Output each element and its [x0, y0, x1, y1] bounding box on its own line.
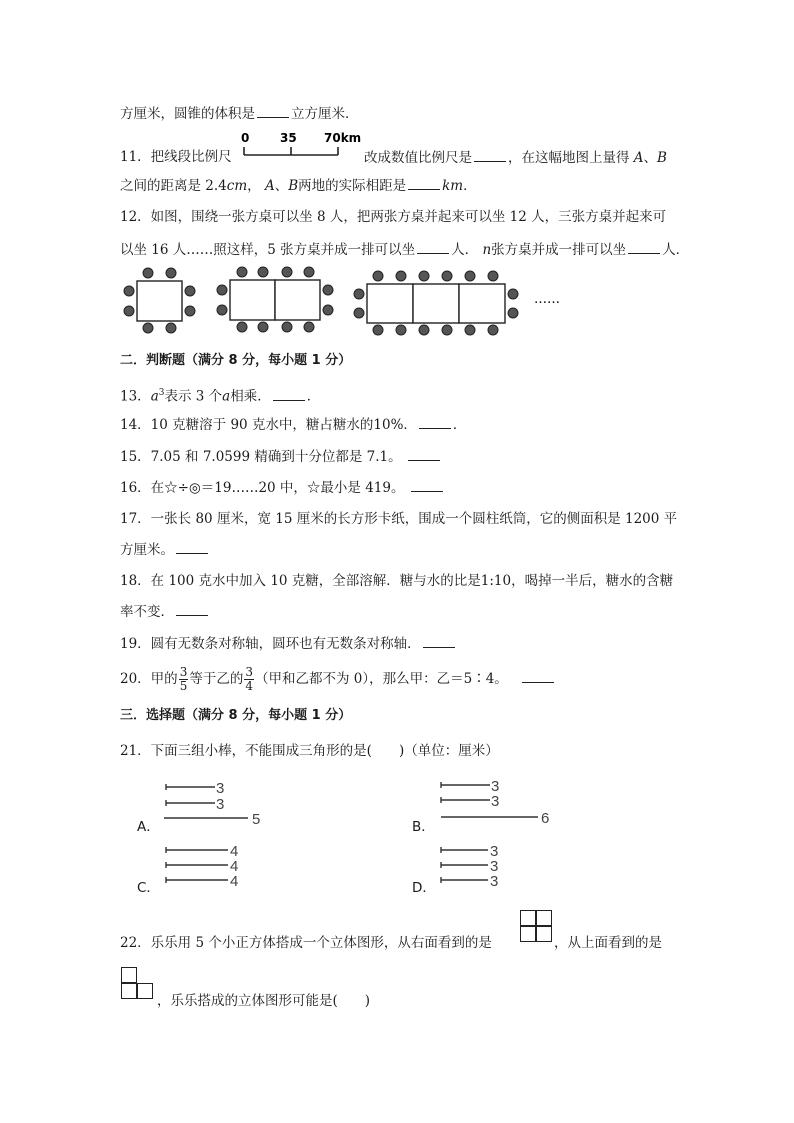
stick-length: 3: [490, 858, 499, 875]
chair: [217, 305, 227, 315]
scale-tick-35: 35: [280, 131, 297, 145]
table-1: [124, 268, 195, 333]
option-a-sticks[interactable]: [160, 775, 270, 830]
chair: [354, 289, 364, 299]
q21: 21．下面三组小棒，不能围成三角形的是( )（单位：厘米）: [120, 743, 499, 759]
option-b-label[interactable]: B．: [412, 819, 435, 835]
q11-line2: 之间的距离是 2.4cm， A、B两地的实际相距是 km．: [120, 175, 477, 196]
chair: [419, 325, 429, 335]
stick-length: 4: [230, 858, 239, 875]
option-b-sticks[interactable]: [435, 773, 565, 828]
chair: [185, 286, 195, 296]
chair: [442, 271, 452, 281]
chair: [258, 322, 268, 332]
chair: [396, 325, 406, 335]
stick-length: 6: [541, 810, 550, 827]
stick-length: 3: [490, 843, 499, 860]
answer-blank[interactable]: [176, 539, 208, 554]
answer-blank[interactable]: [273, 386, 305, 401]
answer-blank[interactable]: [176, 601, 208, 616]
q13: 13．$a^3$表示 3 个a相乘． ．: [120, 383, 320, 407]
q22-line1-a: 22．乐乐用 5 个小正方体搭成一个立体图形，从右面看到的是: [120, 935, 492, 951]
fraction-3-5: $\frac{3}{5}$: [179, 665, 188, 693]
stick-length: 3: [490, 873, 499, 890]
stick-length: 4: [230, 843, 239, 860]
option-c-label[interactable]: C．: [137, 880, 160, 896]
q14: 14．10 克糖溶于 90 克水中，糖占糖水的10%． ．: [120, 414, 466, 435]
chair: [124, 286, 134, 296]
answer-blank[interactable]: [408, 446, 440, 461]
chair: [396, 271, 406, 281]
chair: [508, 289, 518, 299]
chair: [419, 271, 429, 281]
chair: [508, 308, 518, 318]
q17-line1: 17．一张长 80 厘米，宽 15 厘米的长方形卡纸，围成一个圆柱纸筒，它的侧面积是 1200 平: [120, 511, 678, 527]
chair: [282, 322, 292, 332]
option-d-label[interactable]: D．: [412, 880, 436, 896]
q18-line1: 18．在 100 克水中加入 10 克糖，全部溶解．糖与水的比是1:10，喝掉一半后，糖水的含糖: [120, 573, 674, 589]
chair: [304, 322, 314, 332]
table-3: [354, 271, 518, 335]
chair: [217, 285, 227, 295]
chair: [442, 325, 452, 335]
chair: [373, 271, 383, 281]
q11-line1: 11．把线段比例尺: [120, 149, 232, 165]
table-diagram: [0, 0, 794, 340]
table-2: [217, 267, 333, 332]
answer-blank[interactable]: [522, 668, 554, 683]
chair: [124, 306, 134, 316]
q12-line2: 以坐 16 人……照这样，5 张方桌并成一排可以坐 人． n张方桌并成一排可以坐 人．: [120, 239, 689, 260]
chair: [488, 325, 498, 335]
q22-line1-b: ，从上面看到的是: [554, 935, 662, 951]
chair: [488, 271, 498, 281]
chair: [166, 268, 176, 278]
top-view-figure: [121, 967, 155, 1001]
section-2-heading: 二．判断题（满分 8 分，每小题 1 分）: [120, 353, 352, 368]
answer-blank[interactable]: [411, 477, 443, 492]
q22-line2: ，乐乐搭成的立体图形可能是( ): [157, 993, 371, 1009]
stick-length: 4: [230, 873, 239, 890]
chair: [323, 285, 333, 295]
chair: [304, 267, 314, 277]
stick-length: 5: [252, 811, 261, 828]
chair: [143, 268, 153, 278]
scale-tick-0: 0: [241, 131, 250, 145]
chair: [166, 323, 176, 333]
chair: [323, 305, 333, 315]
q16: 16．在☆÷◎＝19……20 中，☆最小是 419。: [120, 477, 445, 498]
chair: [354, 308, 364, 318]
stick-length: 3: [491, 793, 500, 810]
chair: [237, 322, 247, 332]
answer-blank[interactable]: [423, 633, 455, 648]
stick-length: 3: [216, 796, 225, 813]
option-a-label[interactable]: A．: [137, 819, 160, 835]
option-d-sticks[interactable]: [435, 840, 525, 895]
stick-length: 3: [491, 778, 500, 795]
chair: [465, 271, 475, 281]
chair: [282, 267, 292, 277]
q11-line1-rest: 改成数值比例尺是 ，在这幅地图上量得 A、B: [364, 147, 667, 168]
q20: 20．甲的 $\frac{3}{5}$ 等于乙的 $\frac{3}{4}$ （甲和乙都不为 0），那么甲：乙＝5∶4。: [120, 665, 556, 693]
section-3-heading: 三．选择题（满分 8 分，每小题 1 分）: [120, 708, 352, 723]
q10-continuation: 方厘米，圆锥的体积是 立方厘米．: [120, 103, 359, 124]
chair: [237, 267, 247, 277]
scale-tick-70km: 70km: [324, 131, 362, 145]
chair: [373, 325, 383, 335]
answer-blank[interactable]: [419, 414, 451, 429]
chair: [258, 267, 268, 277]
q15: 15．7.05 和 7.0599 精确到十分位都是 7.1。: [120, 446, 442, 467]
chair: [143, 323, 153, 333]
chair: [465, 325, 475, 335]
option-c-sticks[interactable]: [160, 840, 260, 895]
q18-line2: 率不变．: [120, 601, 210, 622]
q12-line1: 12．如图，围绕一张方桌可以坐 8 人，把两张方桌并起来可以坐 12 人，三张方桌并起来可: [120, 209, 667, 225]
stick-length: 3: [216, 780, 225, 797]
q19: 19．圆有无数条对称轴，圆环也有无数条对称轴．: [120, 633, 457, 654]
right-view-figure: [520, 910, 552, 942]
chair: [185, 306, 195, 316]
fraction-3-4: $\frac{3}{4}$: [245, 665, 253, 693]
continuation-dots: ……: [534, 292, 560, 307]
q17-line2: 方厘米。: [120, 539, 210, 560]
